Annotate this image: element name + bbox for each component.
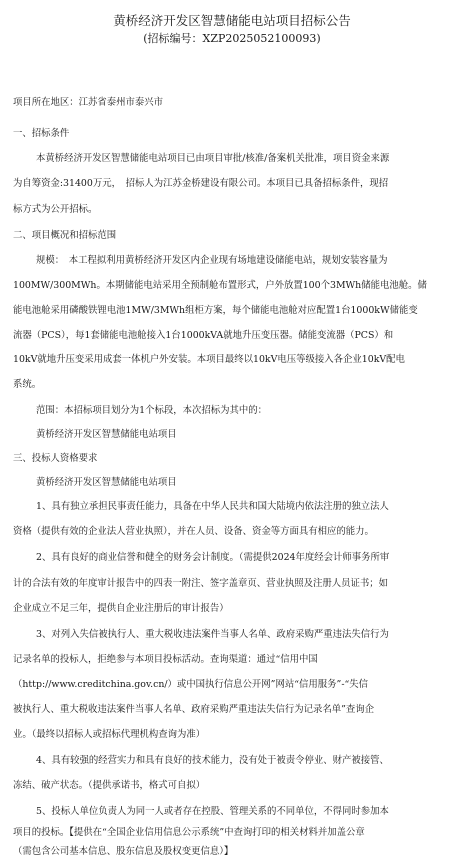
paragraph-line: 100MW/300MWh。本期储能电站采用全预制舱布置形式，户外放置100个3MWh储能电池舱。储 (13, 280, 427, 291)
paragraph-line: 资格（提供有效的企业法人营业执照），并在人员、设备、资金等方面具有相应的能力。 (13, 526, 374, 537)
page-title: 黄桥经济开发区智慧储能电站项目招标公告 (113, 13, 351, 28)
paragraph-line: 规模： 本工程拟利用黄桥经济开发区内企业现有场地建设储能电站，规划安装容量为 (36, 255, 388, 266)
paragraph-line: 为自筹资金:31400万元， 招标人为江苏金桥建设有限公司。本项目已具备招标条件，现招 (13, 178, 389, 189)
paragraph-line: 3、对列入失信被执行人、重大税收违法案件当事人名单、政府采购严重违法失信行为 (36, 629, 389, 640)
paragraph-line: 2、具有良好的商业信誉和健全的财务会计制度。（需提供2024年度经会计师事务所审 (36, 552, 390, 563)
tender-code: (招标编号：XZP2025052100093) (143, 32, 321, 45)
paragraph-line: 计的合法有效的年度审计报告中的四表一附注、签字盖章页、营业执照及注册人员证书；如 (13, 578, 389, 589)
paragraph-line: （需包含公司基本信息、股东信息及股权变更信息）】 (13, 846, 234, 857)
paragraph-line: 冻结、破产状态。（提供承诺书，格式可自拟） (13, 780, 206, 791)
paragraph-line: 5、投标人单位负责人为同一人或者存在控股、管理关系的不同单位，不得同时参加本 (36, 806, 389, 817)
project-name: 黄桥经济开发区智慧储能电站项目 (36, 429, 177, 440)
paragraph-line: 业。（最终以招标人或招标代理机构查询为准） (13, 729, 206, 740)
paragraph-line: 本黄桥经济开发区智慧储能电站项目已由项目审批/核准/备案机关批准，项目资金来源 (36, 153, 390, 164)
paragraph-line: 10kV就地升压变采用成套一体机户外安装。本项目最终以10kV电压等级接入各企业10kV配电 (13, 354, 405, 365)
paragraph-line: 被执行人、重大税收违法案件当事人名单、政府采购严重违法失信行为记录名单”查询企 (13, 704, 375, 715)
paragraph-line: 4、具有较强的经营实力和具有良好的技术能力，没有处于被责令停业、财产被接管、 (36, 755, 389, 766)
section-heading-tender-conditions: 一、招标条件 (13, 128, 70, 139)
paragraph-line: 记录名单的投标人，拒绝参与本项目投标活动。查询渠道：通过“信用中国 (13, 654, 318, 665)
project-name: 黄桥经济开发区智慧储能电站项目 (36, 477, 177, 488)
paragraph-line: 范围：本招标项目划分为1个标段，本次招标为其中的： (36, 405, 267, 416)
paragraph-line: （http://www.creditchina.gov.cn/）或中国执行信息公开网”网站“信用服务”-“失信 (13, 679, 369, 690)
paragraph-line: 项目的投标。【提供在“全国企业信用信息公示系统”中查询打印的相关材料并加盖公章 (13, 827, 365, 838)
paragraph-line: 企业成立不足三年，提供自企业注册后的审计报告） (13, 603, 229, 614)
paragraph-line: 能电池舱采用磷酸铁锂电池1MW/3MWh组柜方案，每个储能电池舱对应配置1台1000kW储能变 (13, 305, 418, 316)
paragraph-line: 标方式为公开招标。 (13, 204, 98, 215)
paragraph-line: 系统。 (13, 379, 42, 390)
paragraph-line: 流器（PCS），每1套储能电池舱接入1台1000kVA就地升压变压器。储能变流器（PCS）和 (13, 330, 394, 341)
section-heading-overview: 二、项目概况和招标范围 (13, 230, 117, 241)
paragraph-line: 1、具有独立承担民事责任能力，具备在中华人民共和国大陆境内依法注册的独立法人 (36, 501, 389, 512)
project-location: 项目所在地区：江苏省泰州市泰兴市 (13, 97, 164, 108)
section-heading-qualifications: 三、投标人资格要求 (13, 453, 98, 464)
